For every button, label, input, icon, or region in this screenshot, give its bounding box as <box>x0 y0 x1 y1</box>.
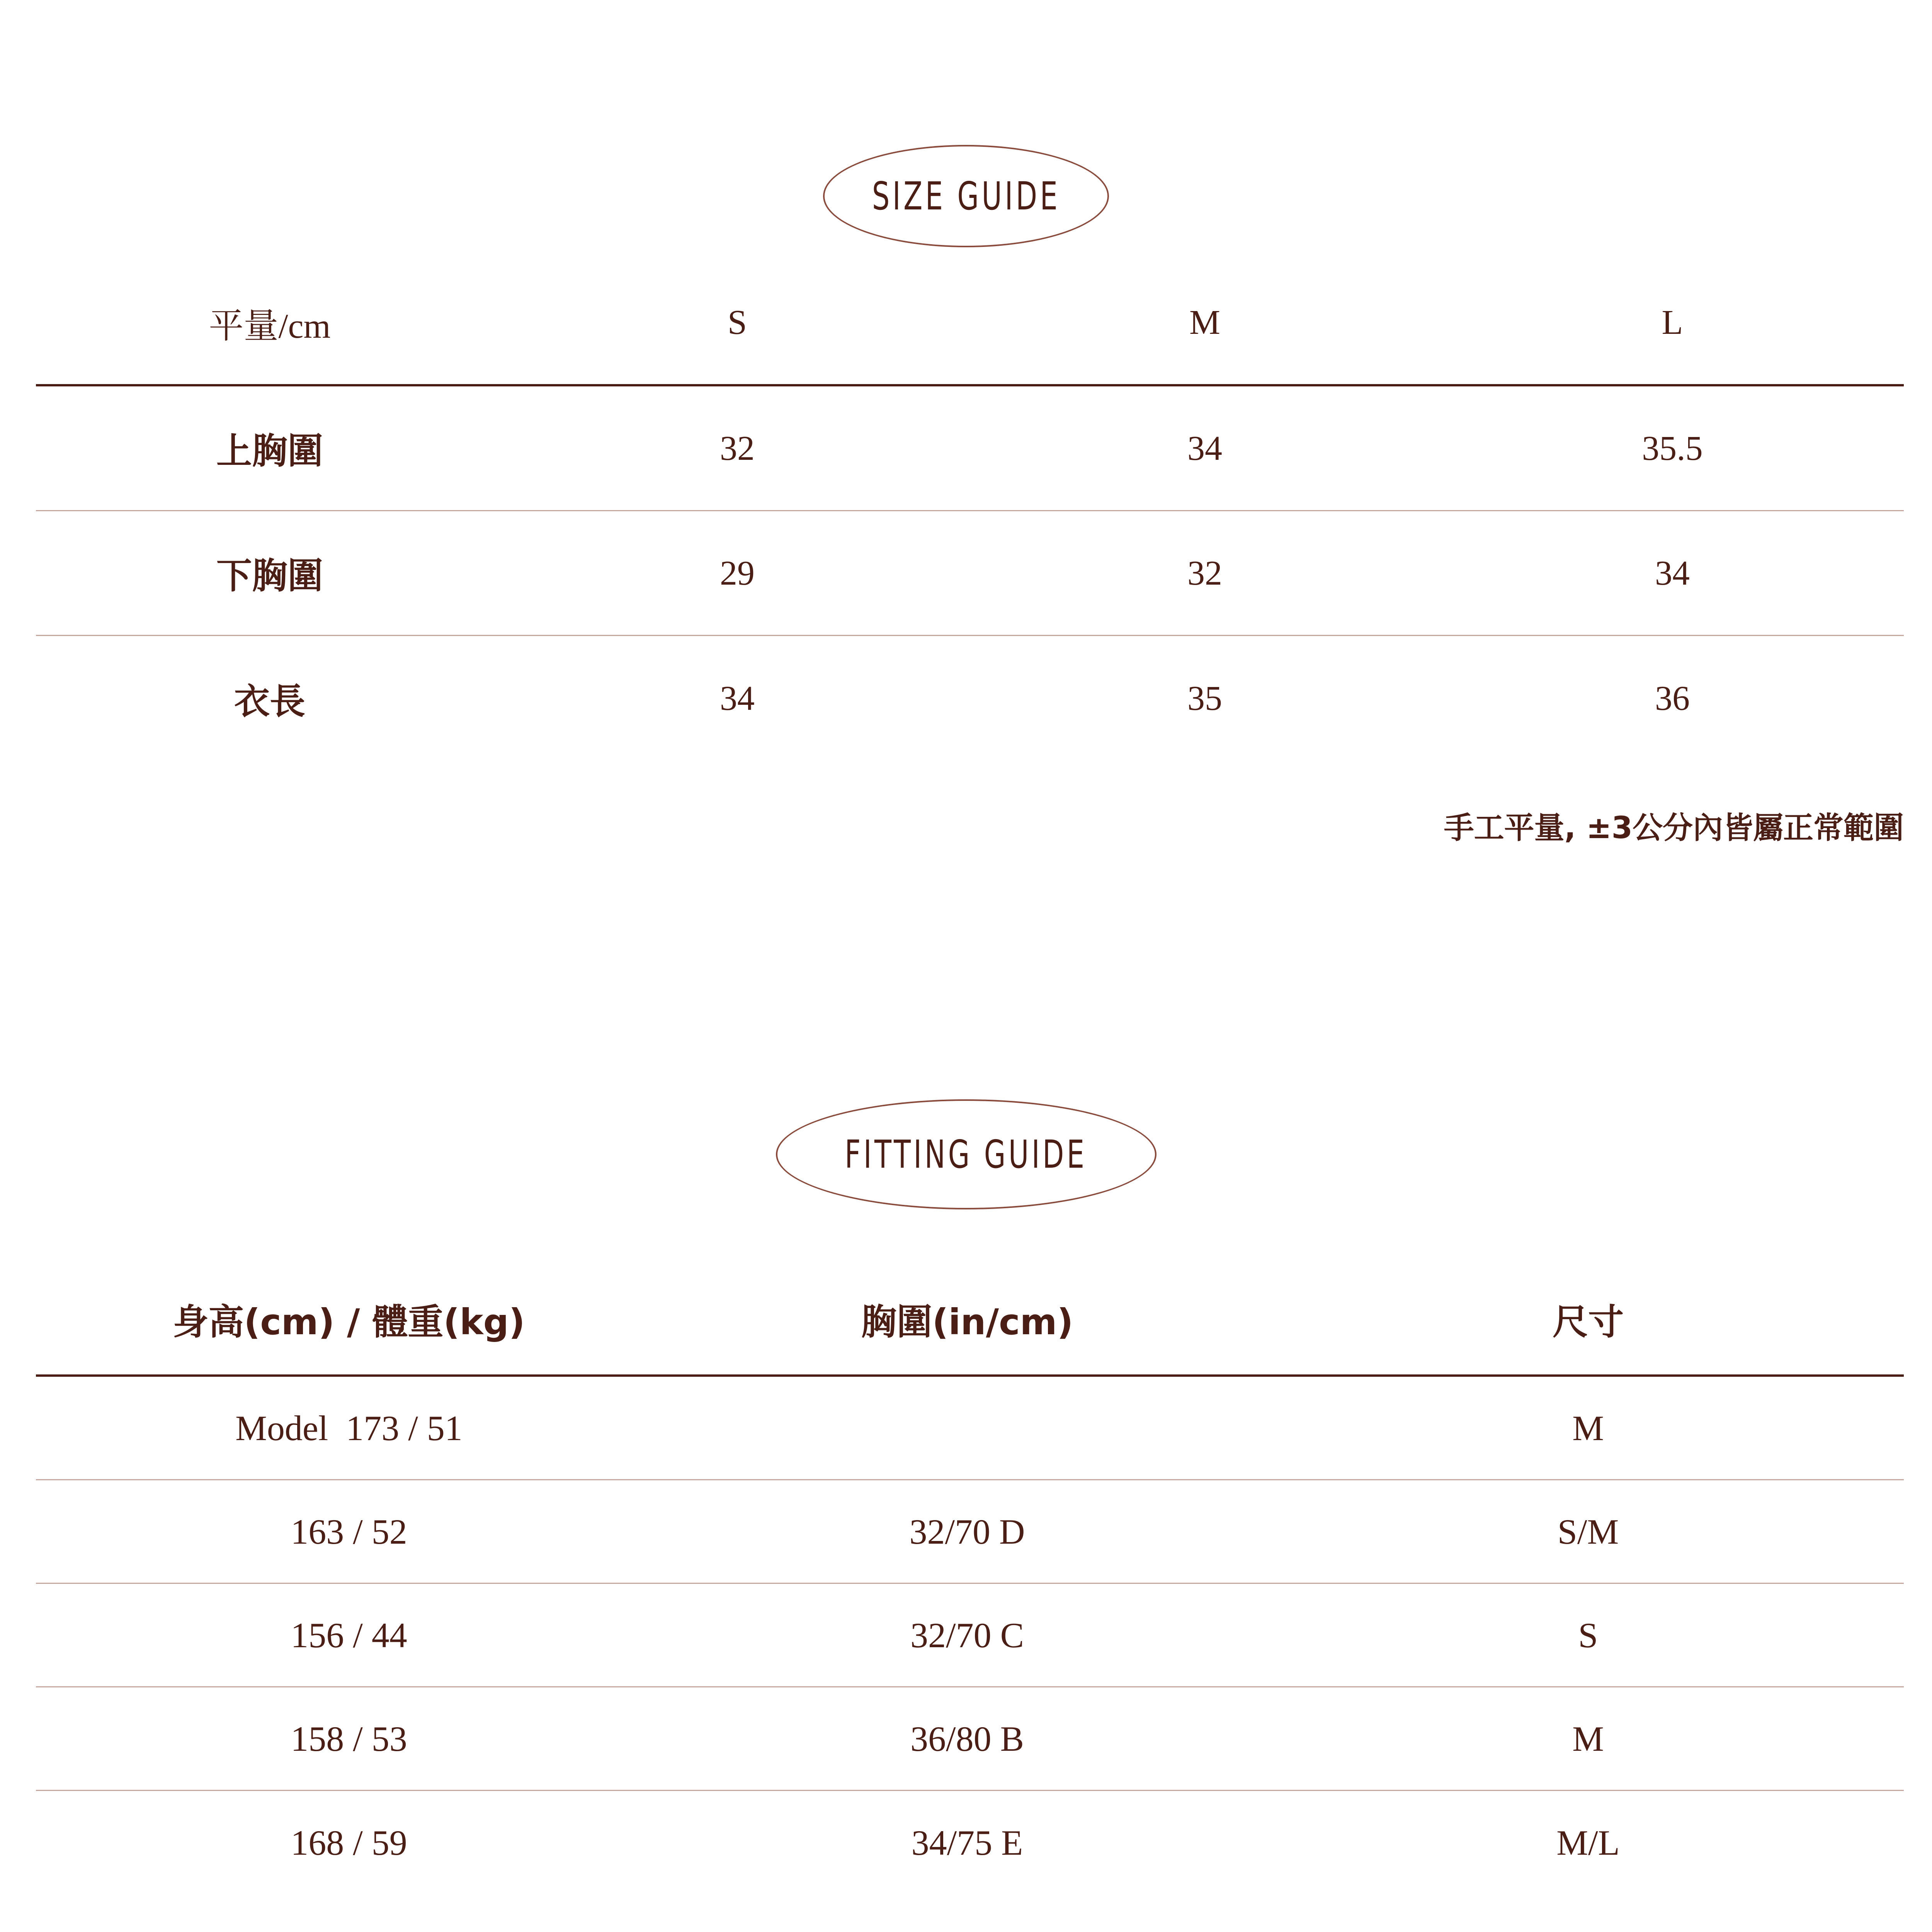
value-s: 29 <box>720 554 755 592</box>
body-measure: 168 / 59 <box>291 1823 407 1862</box>
value-l: 36 <box>1655 679 1690 718</box>
bust-measure: 32/70 D <box>909 1512 1025 1551</box>
body-measure: 158 / 53 <box>291 1719 407 1759</box>
size-header-m: M <box>1189 303 1221 342</box>
body-measure: 156 / 44 <box>291 1615 407 1655</box>
table-row <box>36 1687 1904 1791</box>
value-l: 35.5 <box>1642 429 1703 468</box>
bust-measure: 32/70 C <box>910 1615 1024 1655</box>
size-value: S <box>1578 1615 1598 1655</box>
size-guide-table <box>36 261 1904 761</box>
fitting-guide-oval <box>776 1099 1156 1209</box>
row-label: 上胸圍 <box>216 430 323 472</box>
table-row <box>36 1791 1904 1895</box>
fitting-guide-table <box>36 1264 1904 1895</box>
size-value: S/M <box>1557 1512 1619 1551</box>
size-table-header <box>36 261 1904 386</box>
value-s: 32 <box>720 429 755 468</box>
value-l: 34 <box>1655 554 1690 592</box>
size-header-s: S <box>727 303 747 342</box>
size-value: M <box>1572 1719 1604 1759</box>
row-label: 衣長 <box>234 680 305 722</box>
fitting-guide-title: FITTING GUIDE <box>845 1132 1087 1177</box>
value-m: 35 <box>1187 679 1222 718</box>
bust-measure: 34/75 E <box>911 1823 1023 1862</box>
table-row <box>36 386 1904 511</box>
size-header-l: L <box>1662 303 1683 342</box>
table-row <box>36 511 1904 636</box>
bust-measure <box>662 1377 1272 1479</box>
table-row <box>36 1480 1904 1584</box>
value-s: 34 <box>720 679 755 718</box>
size-guide-title: SIZE GUIDE <box>872 173 1060 219</box>
header-bust: 胸圍(in/cm) <box>861 1301 1073 1343</box>
size-value: M/L <box>1556 1823 1620 1862</box>
table-row <box>36 1584 1904 1687</box>
size-guide-title-block <box>0 145 1932 247</box>
table-row <box>36 1377 1904 1480</box>
header-height-weight: 身高(cm) / 體重(kg) <box>173 1301 525 1343</box>
value-m: 32 <box>1187 554 1222 592</box>
row-label: 下胸圍 <box>216 555 323 597</box>
size-header-unit <box>36 261 503 384</box>
size-header-unit-text: 平量/cm <box>209 307 331 345</box>
value-m: 34 <box>1187 429 1222 468</box>
fit-table-header <box>36 1264 1904 1377</box>
body-measure: 163 / 52 <box>291 1512 407 1551</box>
header-size: 尺寸 <box>1552 1301 1624 1343</box>
measurement-note: 手工平量, ±3公分內皆屬正常範圍 <box>1444 811 1904 845</box>
table-row <box>36 636 1904 761</box>
bust-measure: 36/80 B <box>910 1719 1024 1759</box>
body-measure: Model 173 / 51 <box>235 1408 463 1448</box>
size-guide-oval <box>823 145 1109 247</box>
size-value: M <box>1572 1408 1604 1448</box>
fitting-guide-title-block <box>0 1099 1932 1209</box>
